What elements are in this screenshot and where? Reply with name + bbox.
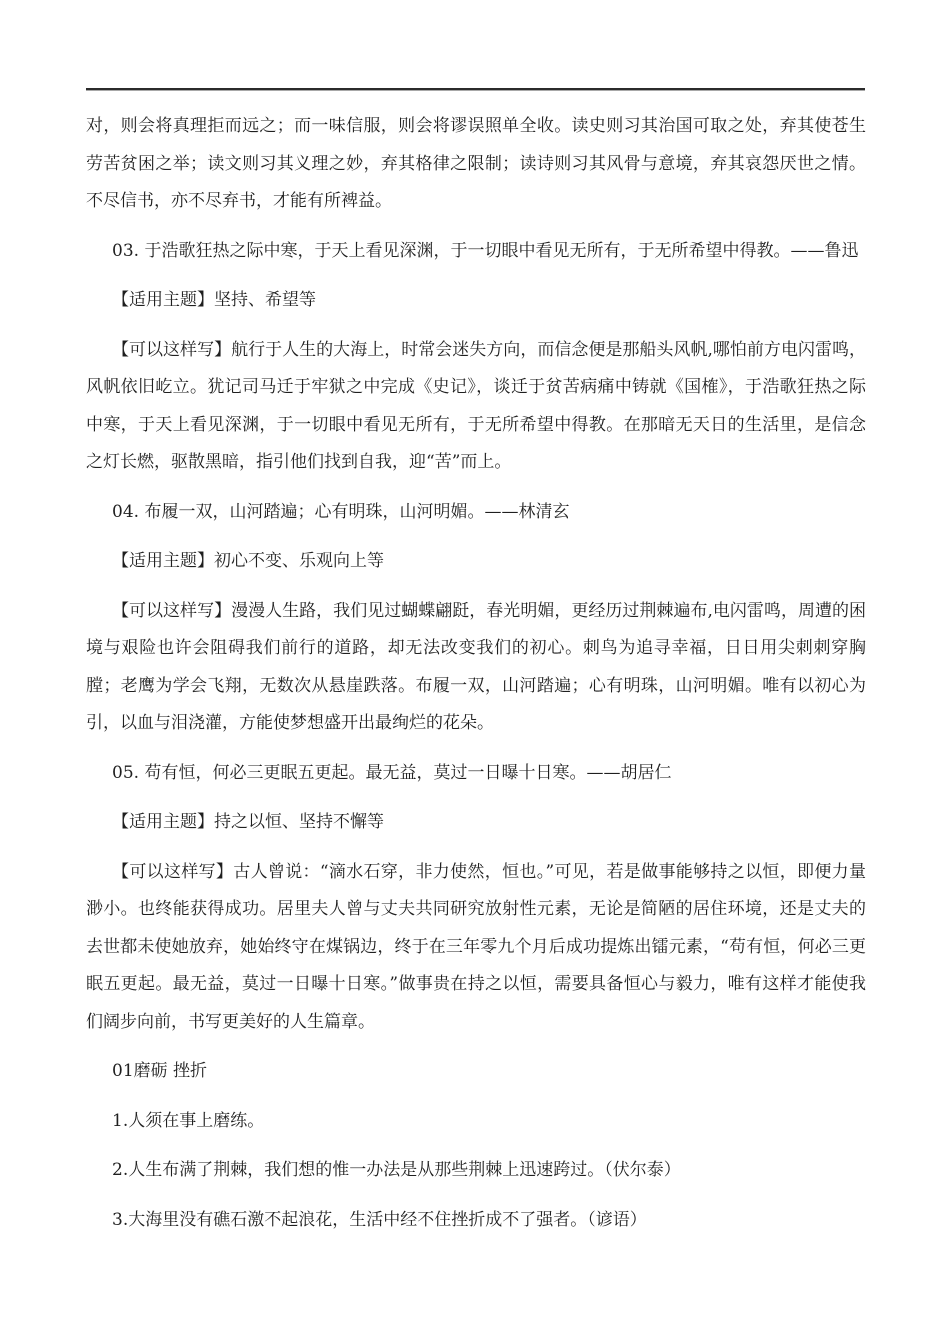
header-separator-rule	[86, 88, 865, 91]
para-sample-writing-04: 【可以这样写】漫漫人生路，我们见过蝴蝶翩跹，春光明媚，更经历过荆棘遍布,电闪雷鸣，周遭的困境与艰险也许会阻碍我们前行的道路，却无法改变我们的初心。刺鸟为追寻幸福，日日用尖刺刺穿胸膛；老鹰为学会飞翔，无数次从悬崖跌落。布履一双，山河踏遍；心有明珠，山河明媚。唯有以初心为引，以血与泪浇灌，方能使梦想盛开出最绚烂的花朵。	[86, 600, 866, 733]
para-sample-writing-03: 【可以这样写】航行于人生的大海上，时常会迷失方向，而信念便是那船头风帆,哪怕前方电闪雷鸣，风帆依旧屹立。犹记司马迁于牢狱之中完成《史记》，谈迁于贫苦病痛中铸就《国榷》，于浩歌狂热之际中寒，于天上看见深渊，于一切眼中看见无所有，于无所希望中得教。在那暗无天日的生活里，是信念之灯长燃，驱散黑暗，指引他们找到自我，迎“苦”而上。	[86, 339, 866, 472]
para-quote-04: 04. 布履一双，山河踏遍；心有明珠，山河明媚。——林清玄	[112, 501, 570, 522]
para-list-item-3: 3.大海里没有礁石激不起浪花，生活中经不住挫折成不了强者。（谚语）	[112, 1209, 647, 1230]
para-quote-05: 05. 苟有恒，何必三更眠五更起。最无益，莫过一日曝十日寒。——胡居仁	[112, 762, 672, 783]
para-themes-03: 【适用主题】坚持、希望等	[112, 290, 316, 310]
para-section-heading-01: 01磨砺 挫折	[112, 1061, 208, 1081]
para-themes-04: 【适用主题】初心不变、乐观向上等	[112, 551, 384, 571]
para-list-item-2: 2.人生布满了荆棘，我们想的惟一办法是从那些荆棘上迅速跨过。（伏尔泰）	[112, 1160, 681, 1180]
para-quote-03: 03. 于浩歌狂热之际中寒，于天上看见深渊，于一切眼中看见无所有，于无所希望中得教。——鲁迅	[112, 240, 859, 261]
para-continuation-text: 对，则会将真理拒而远之；而一味信服，则会将谬误照单全收。读史则习其治国可取之处，弃其使苍生劳苦贫困之举；读文则习其义理之妙，弃其格律之限制；读诗则习其风骨与意境，弃其哀怨厌世之情。不尽信书，亦不尽弃书，才能有所裨益。	[86, 116, 866, 211]
para-list-item-1: 1.人须在事上磨练。	[112, 1110, 265, 1131]
para-sample-writing-05: 【可以这样写】古人曾说：“滴水石穿，非力使然，恒也。”可见，若是做事能够持之以恒，即便力量渺小。也终能获得成功。居里夫人曾与丈夫共同研究放射性元素，无论是简陋的居住环境，还是丈夫的去世都未使她放弃，她始终守在煤锅边，终于在三年零九个月后成功提炼出镭元素，“苟有恒，何必三更眠五更起。最无益，莫过一日曝十日寒。”做事贵在持之以恒，需要具备恒心与毅力，唯有这样才能使我们阔步向前，书写更美好的人生篇章。	[86, 861, 866, 1032]
para-themes-05: 【适用主题】持之以恒、坚持不懈等	[112, 812, 384, 832]
document-body	[86, 108, 866, 1251]
